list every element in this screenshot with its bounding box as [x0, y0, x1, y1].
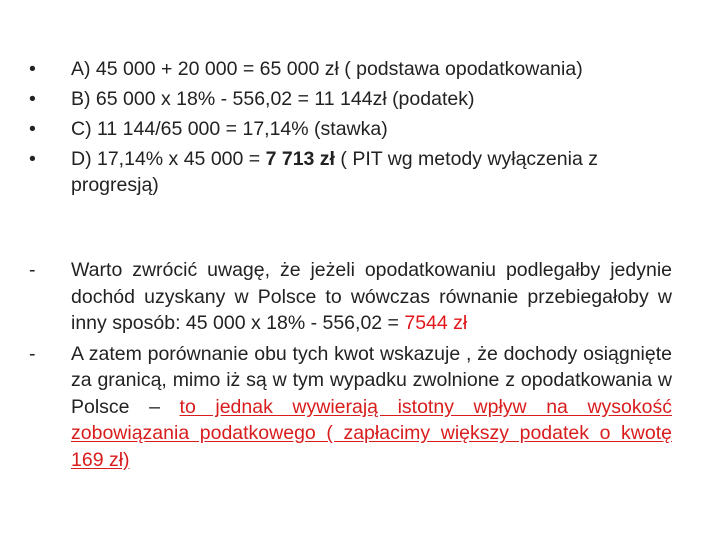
note-item-1	[29, 257, 672, 337]
calculation-list	[29, 56, 679, 202]
dash-marker: -	[29, 342, 36, 365]
note-2-text: A zatem porównanie obu tych kwot wskazuje , że dochody osiągnięte za granicą, mimo iż są w tym wypadku zwolnione z opodatkowania w Polsce –	[71, 342, 672, 418]
list-item-c	[29, 116, 679, 142]
calculation-d-before: D) 17,14% x 45 000 =	[71, 148, 266, 170]
note-2-highlight: to jednak wywierają istotny wpływ na wysokość zobowiązania podatkowego ( zapłacimy większy podatek o kwotę 169 zł)	[71, 395, 672, 471]
calculation-a-text: A) 45 000 + 20 000 = 65 000 zł ( podstawa opodatkowania)	[71, 58, 583, 80]
calculation-c-text: C) 11 144/65 000 = 17,14% (stawka)	[71, 118, 388, 140]
bullet-marker: •	[29, 118, 36, 140]
calculation-d-after: ( PIT wg metody wyłączenia z progresją)	[71, 148, 598, 196]
note-1-text: Warto zwrócić uwagę, że jeżeli opodatkowaniu podlegałby jedynie dochód uzyskany w Polsce to wówczas równanie przebiegałoby w inny sposób: 45 000 x 18% - 556,02 =	[71, 259, 672, 334]
calculation-d-result: 7 713 zł	[265, 148, 335, 170]
calculation-b-text: B) 65 000 x 18% - 556,02 = 11 144zł (podatek)	[71, 88, 475, 110]
bullet-marker: •	[29, 58, 36, 80]
bullet-marker: •	[29, 88, 36, 110]
note-item-2	[29, 341, 672, 474]
list-item-b	[29, 86, 679, 112]
dash-marker: -	[29, 259, 36, 281]
notes-list	[29, 257, 672, 477]
list-item-a	[29, 56, 679, 82]
list-item-d	[29, 146, 679, 198]
note-1-highlight: 7544 zł	[404, 312, 468, 334]
bullet-marker: •	[29, 148, 36, 170]
